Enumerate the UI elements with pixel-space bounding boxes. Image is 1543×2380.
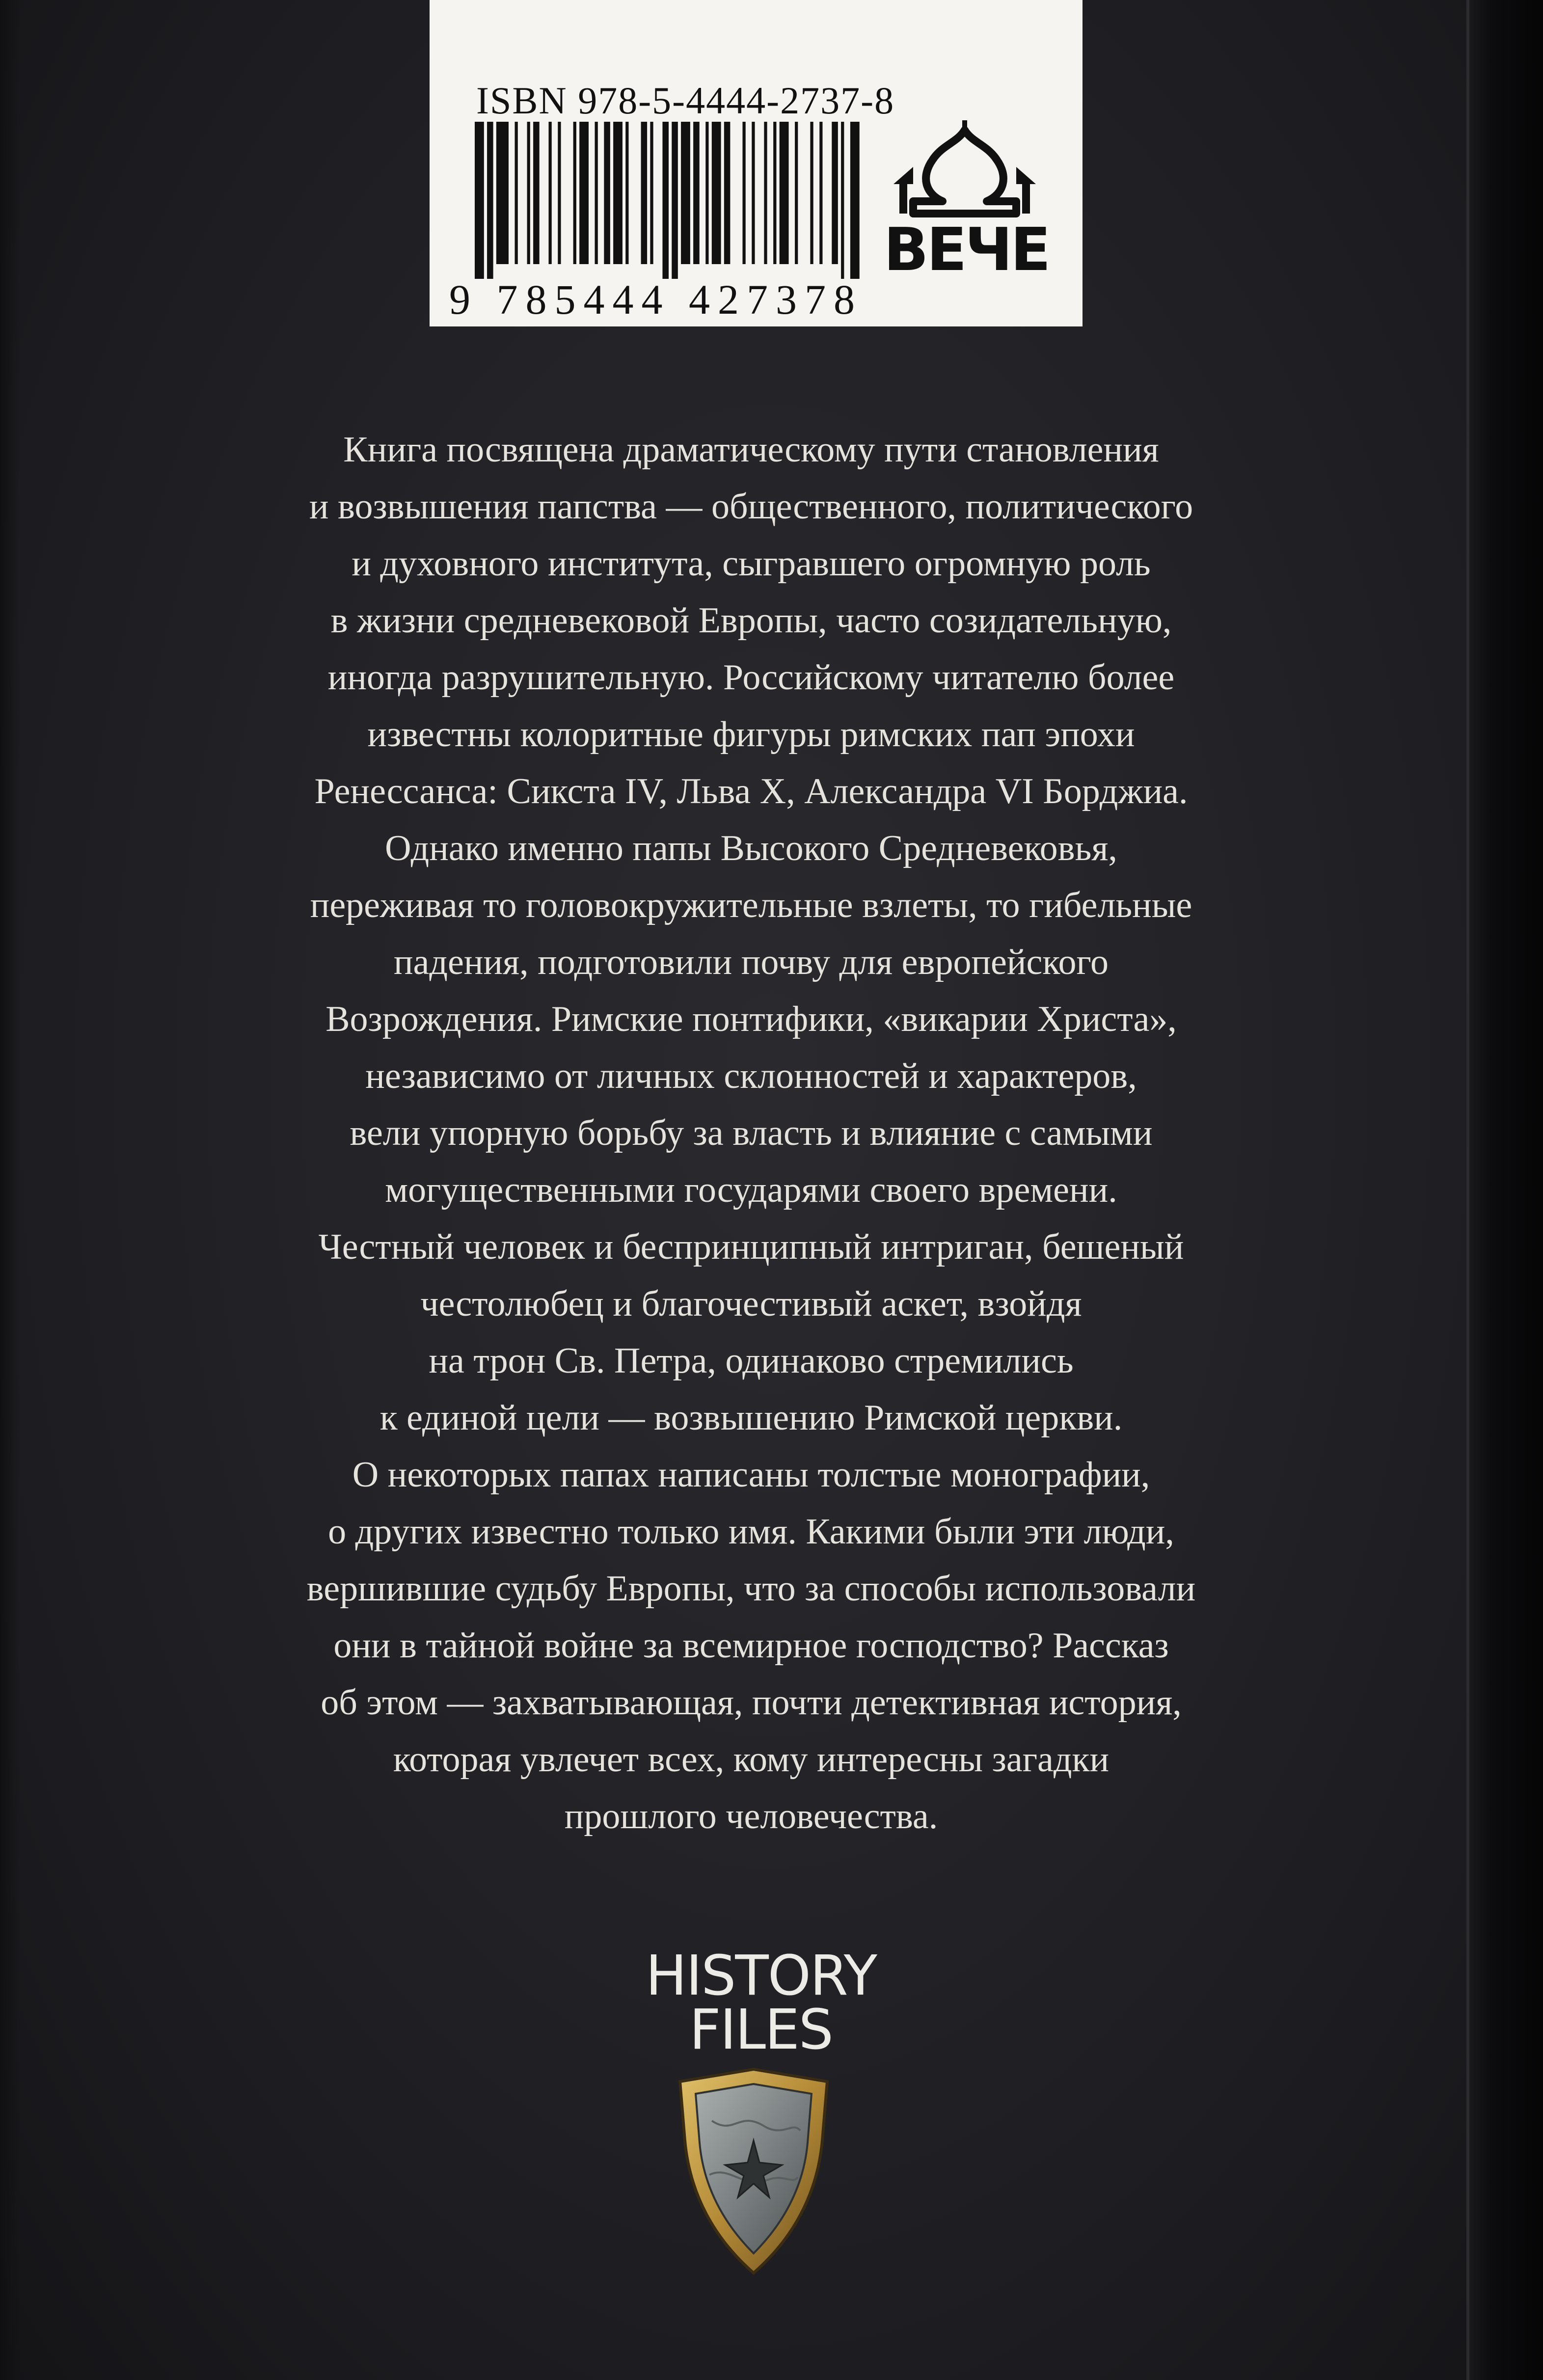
isbn-number: ISBN 978-5-4444-2737-8 xyxy=(476,79,895,122)
isbn-label xyxy=(430,0,1083,326)
barcode-bar xyxy=(573,122,576,264)
barcode-bar xyxy=(662,122,669,279)
shield-icon xyxy=(665,2067,842,2278)
barcode-bar xyxy=(595,122,598,264)
blurb-text xyxy=(162,421,1340,1845)
blurb-line: о других известно только имя. Какими были эти люди, xyxy=(328,1512,1174,1552)
series-title-line1: HISTORY xyxy=(646,1944,876,2008)
blurb-line: Честный человек и беспринципный интриган, бешеный xyxy=(318,1227,1184,1267)
barcode-bar xyxy=(641,122,648,264)
blurb-line: О некоторых папах написаны толстые монографии, xyxy=(352,1455,1150,1495)
blurb-line: и возвышения папства — общественного, политического xyxy=(309,487,1193,527)
blurb-line: вели упорную борьбу за власть и влияние с самыми xyxy=(350,1113,1153,1153)
blurb-line: к единой цели — возвышению Римской церкви. xyxy=(379,1398,1123,1438)
barcode-bar xyxy=(558,122,561,264)
barcode-bar xyxy=(548,122,551,264)
barcode-bar xyxy=(850,122,860,279)
barcode-bar xyxy=(780,122,789,264)
blurb-line: Книга посвящена драматическому пути становления xyxy=(343,430,1159,470)
blurb-line: которая увлечет всех, кому интересны загадки xyxy=(393,1739,1110,1780)
barcode-bar xyxy=(625,122,628,264)
blurb-line: и духовного института, сыгравшего огромную роль xyxy=(352,543,1151,584)
barcode-bar xyxy=(527,122,530,264)
barcode-bar xyxy=(795,122,798,264)
barcode-bar xyxy=(773,122,776,264)
barcode-bar xyxy=(724,122,731,264)
barcode-bar xyxy=(613,122,623,264)
barcode-bar xyxy=(764,122,767,264)
blurb-line: честолюбец и благочестивый аскет, взойдя xyxy=(420,1284,1082,1324)
barcode-bar xyxy=(496,122,509,264)
barcode-bar xyxy=(810,122,813,264)
blurb-line: они в тайной войне за всемирное господство? Рассказ xyxy=(333,1625,1169,1666)
barcode xyxy=(475,122,863,279)
blurb-line: Однако именно папы Высокого Средневековья, xyxy=(385,828,1117,868)
barcode-bar xyxy=(705,122,708,264)
blurb-line: независимо от личных склонностей и характеров, xyxy=(365,1056,1137,1096)
blurb-line: Возрождения. Римские понтифики, «викарии Христа», xyxy=(325,999,1177,1039)
binding-edge xyxy=(1469,0,1543,2380)
blurb-line: Ренессанса: Сикста IV, Льва X, Александра VI Борджиа. xyxy=(314,771,1188,811)
blurb-line: об этом — захватывающая, почти детективная история, xyxy=(321,1682,1182,1723)
barcode-bar xyxy=(515,122,518,264)
left-edge-shadow xyxy=(0,0,20,2380)
blurb-line: на трон Св. Петра, одинаково стремились xyxy=(429,1341,1074,1381)
barcode-bar xyxy=(475,122,484,279)
barcode-bar xyxy=(672,122,678,279)
barcode-bar xyxy=(579,122,589,264)
barcode-digits: 9 785444 427378 xyxy=(449,276,863,323)
series-title-line2: FILES xyxy=(689,1998,833,2062)
barcode-bar xyxy=(604,122,610,264)
barcode-bar xyxy=(487,122,493,279)
barcode-bar xyxy=(681,122,690,264)
blurb-line: иногда разрушительную. Российскому читателю более xyxy=(327,657,1175,698)
barcode-bar xyxy=(832,122,838,264)
blurb-line: падения, подготовили почву для европейского xyxy=(393,942,1109,982)
blurb-line: вершившие судьбу Европы, что за способы использовали xyxy=(306,1569,1196,1609)
blurb-line: переживая то головокружительные взлеты, то гибельные xyxy=(310,885,1192,925)
blurb-line: могущественными государями своего времени. xyxy=(385,1170,1117,1210)
barcode-bar xyxy=(819,122,822,264)
barcode-bar xyxy=(841,122,844,279)
blurb-line: в жизни средневековой Европы, часто созидательную, xyxy=(330,600,1172,641)
blurb-line: прошлого человечества. xyxy=(564,1796,938,1837)
barcode-bar xyxy=(712,122,721,264)
barcode-bar xyxy=(650,122,653,264)
blurb-line: известны колоритные фигуры римских пап эпохи xyxy=(367,714,1135,755)
barcode-bar xyxy=(693,122,700,264)
publisher-name: ВЕЧЕ xyxy=(884,216,1049,284)
barcode-bar xyxy=(533,122,540,264)
barcode-bar xyxy=(752,122,755,264)
barcode-bar xyxy=(742,122,745,264)
